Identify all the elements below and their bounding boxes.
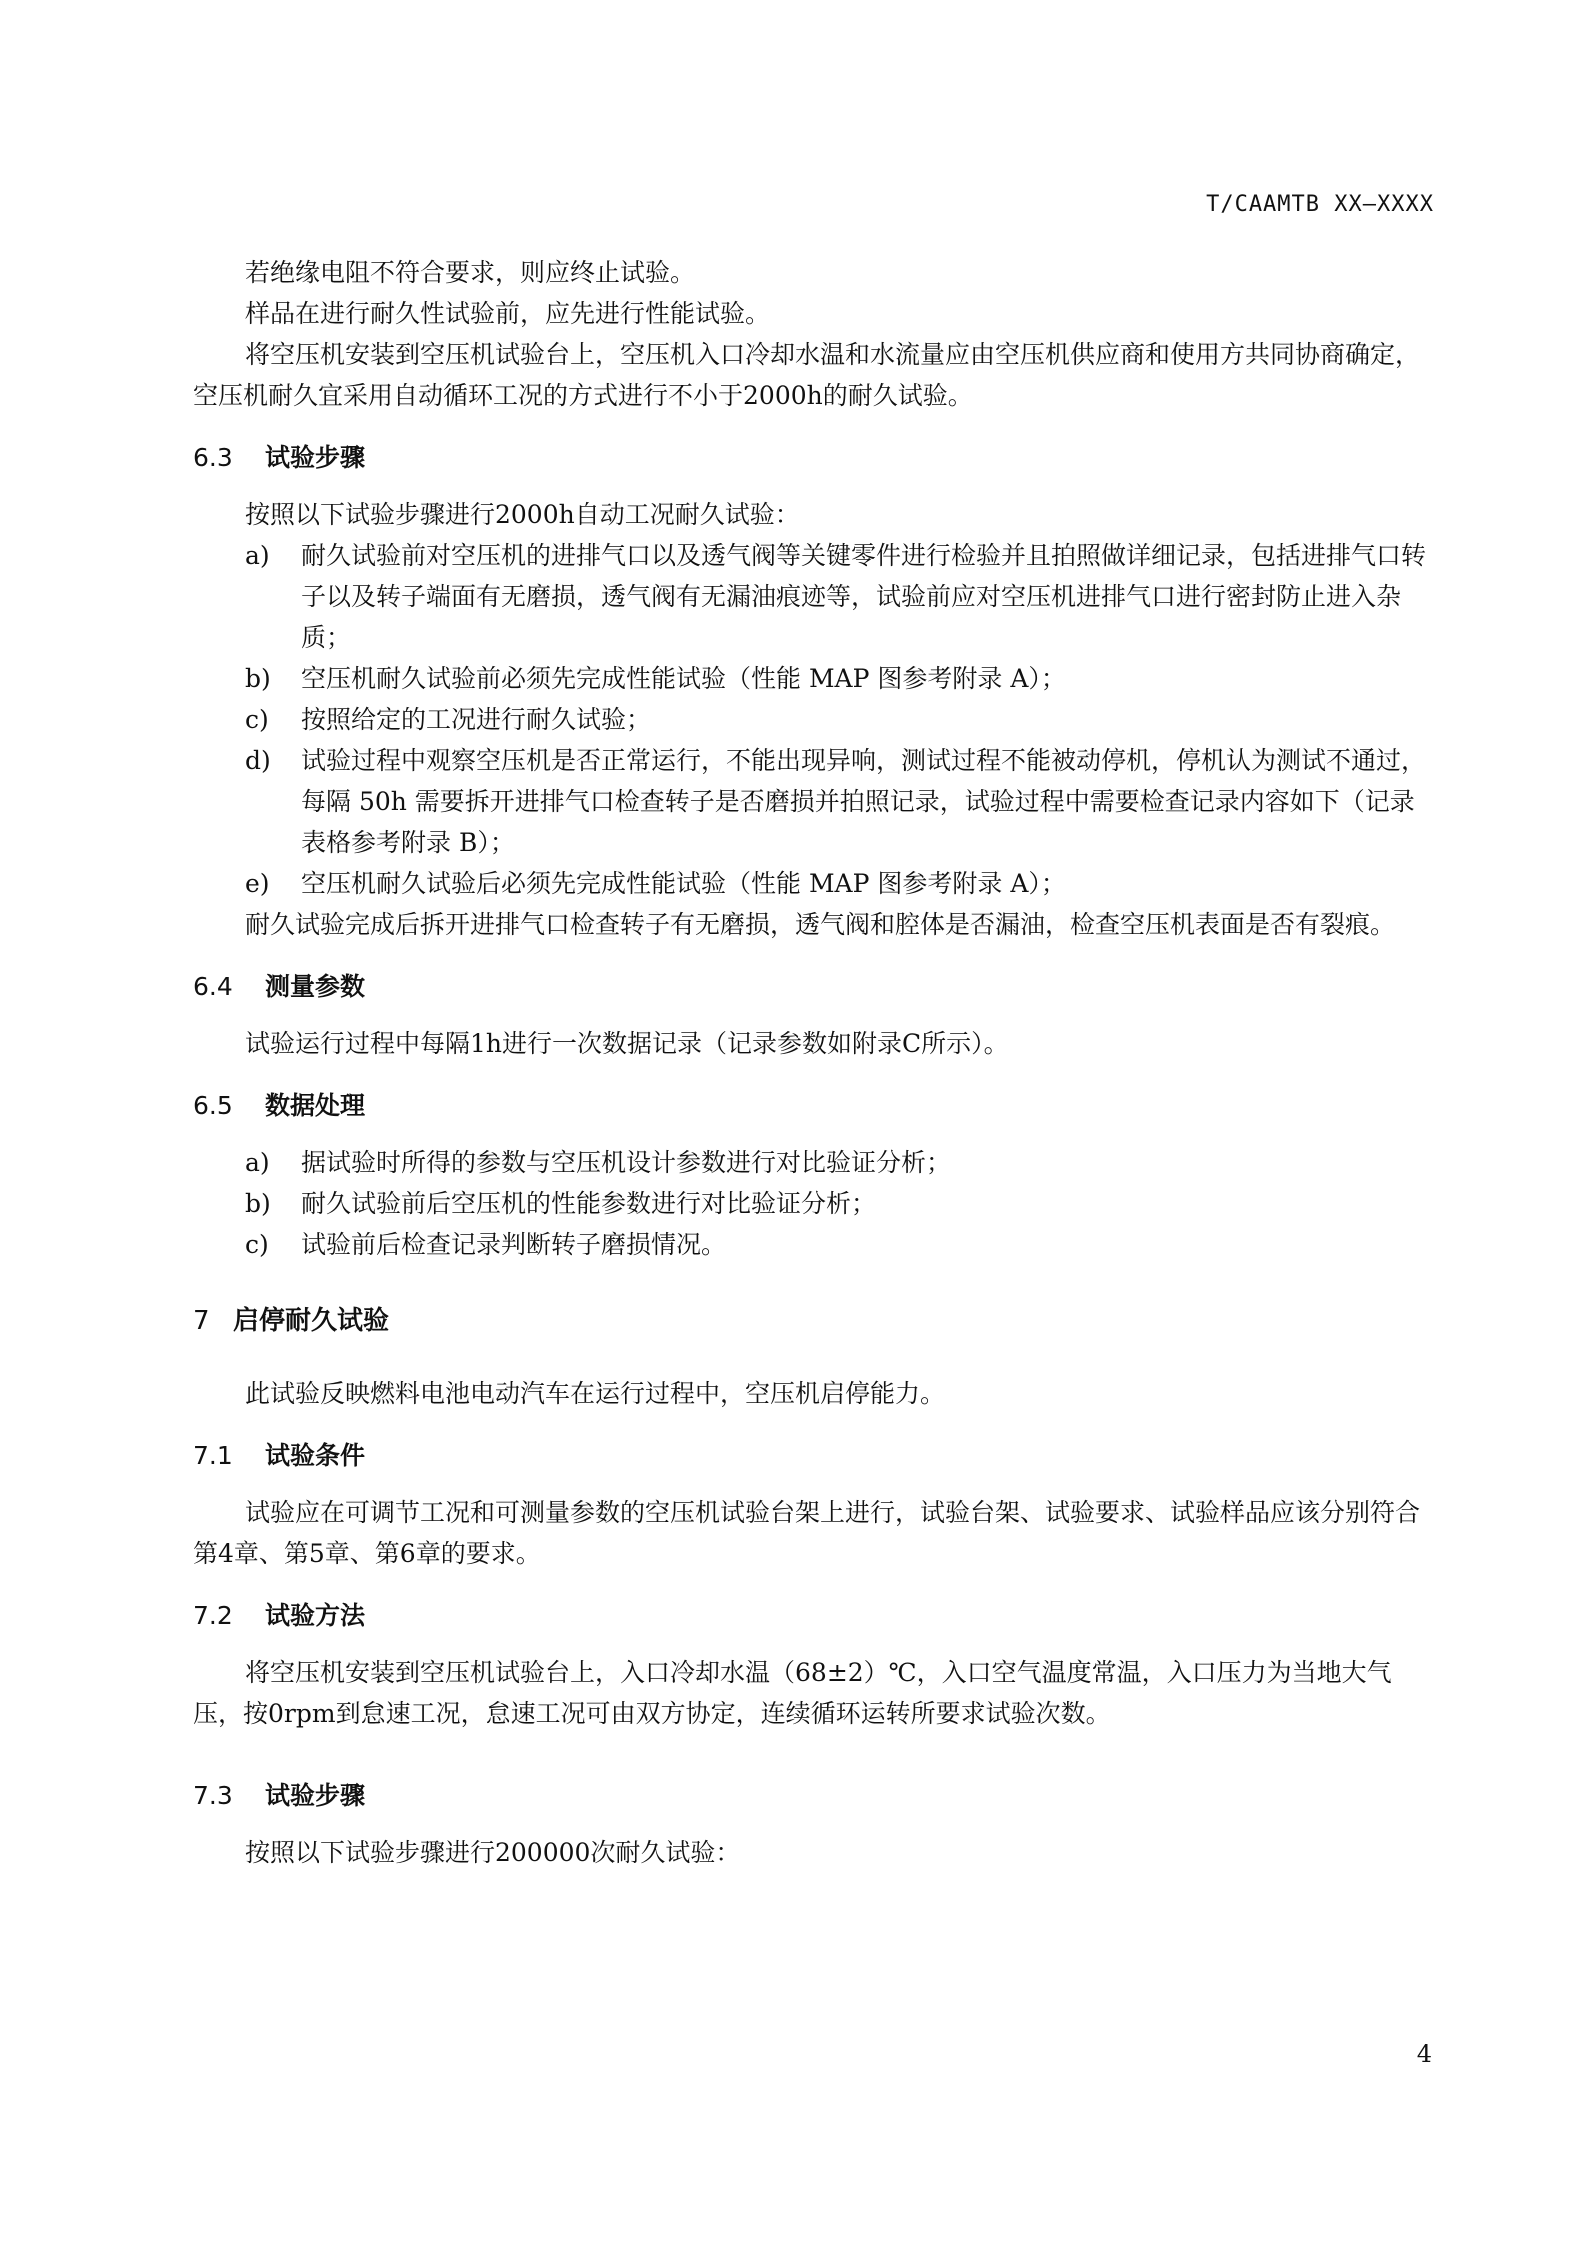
section-title: 试验条件 [265,1441,366,1470]
paragraph: 耐久试验完成后拆开进排气口检查转子有无磨损，透气阀和腔体是否漏油，检查空压机表面是否有裂痕。 [245,910,1396,939]
chapter-number: 7 [193,1306,210,1336]
list-item-text: 试验前后检查记录判断转子磨损情况。 [301,1230,727,1259]
section-heading-6-4 [193,965,1433,1009]
list-item-text: 耐久试验前对空压机的进排气口以及透气阀等关键零件进行检验并且拍照做详细记录，包括进排气口转子以及转子端面有无磨损，透气阀有无漏油痕迹等，试验前应对空压机进排气口进行密封防止进入杂质； [301,541,1427,652]
list-item [193,863,1433,904]
section-number: 6.3 [193,443,233,472]
chapter-heading-7 [193,1299,1433,1343]
list-item-text: 试验过程中观察空压机是否正常运行，不能出现异响，测试过程不能被动停机，停机认为测试不通过，每隔 50h 需要拆开进排气口检查转子是否磨损并拍照记录，试验过程中需要检查记录内容如下（记录表格参考附录 B）； [301,746,1427,857]
page-content [193,252,1433,1873]
list-marker: b) [245,664,271,693]
list-item [193,1142,1433,1183]
section-heading-7-1 [193,1434,1433,1478]
list-item-text: 据试验时所得的参数与空压机设计参数进行对比验证分析； [301,1148,952,1177]
paragraph: 若绝缘电阻不符合要求，则应终止试验。 [245,258,696,287]
section-number: 7.1 [193,1441,233,1470]
paragraph: 此试验反映燃料电池电动汽车在运行过程中，空压机启停能力。 [245,1379,946,1408]
document-code-header: T/CAAMTB XX—XXXX [1206,192,1434,217]
section-number: 7.2 [193,1601,233,1630]
section-title: 试验步骤 [265,443,366,472]
paragraph: 将空压机安装到空压机试验台上，空压机入口冷却水温和水流量应由空压机供应商和使用方共同协商确定，空压机耐久宜采用自动循环工况的方式进行不小于2000h的耐久试验。 [193,340,1421,410]
paragraph: 试验应在可调节工况和可测量参数的空压机试验台架上进行，试验台架、试验要求、试验样品应该分别符合第4章、第5章、第6章的要求。 [193,1498,1421,1568]
list-item [193,699,1433,740]
list-item [193,740,1433,863]
list-item-text: 耐久试验前后空压机的性能参数进行对比验证分析； [301,1189,877,1218]
chapter-title: 启停耐久试验 [233,1306,390,1336]
section-title: 测量参数 [265,972,366,1001]
paragraph: 按照以下试验步骤进行200000次耐久试验： [245,1838,741,1867]
section-number: 7.3 [193,1781,233,1810]
list-item [193,658,1433,699]
list-item-text: 空压机耐久试验后必须先完成性能试验（性能 MAP 图参考附录 A）； [301,869,1066,898]
list-item [193,535,1433,658]
list-item [193,1224,1433,1265]
paragraph: 试验运行过程中每隔1h进行一次数据记录（记录参数如附录C所示）。 [245,1029,1009,1058]
list-marker: d) [245,746,271,775]
section-heading-6-5 [193,1084,1433,1128]
section-number: 6.5 [193,1091,233,1120]
list-marker: c) [245,705,269,734]
paragraph: 将空压机安装到空压机试验台上，入口冷却水温（68±2）℃，入口空气温度常温，入口压力为当地大气压，按0rpm到怠速工况，怠速工况可由双方协定，连续循环运转所要求试验次数。 [193,1658,1392,1728]
paragraph: 样品在进行耐久性试验前，应先进行性能试验。 [245,299,771,328]
section-title: 试验方法 [265,1601,366,1630]
list-item-text: 空压机耐久试验前必须先完成性能试验（性能 MAP 图参考附录 A）； [301,664,1066,693]
section-number: 6.4 [193,972,233,1001]
list-marker: a) [245,1148,270,1177]
list-item [193,1183,1433,1224]
list-item-text: 按照给定的工况进行耐久试验； [301,705,652,734]
section-heading-7-2 [193,1594,1433,1638]
section-heading-7-3 [193,1774,1433,1818]
list-marker: c) [245,1230,269,1259]
section-title: 试验步骤 [265,1781,366,1810]
section-heading-6-3 [193,436,1433,480]
list-marker: e) [245,869,270,898]
section-title: 数据处理 [265,1091,366,1120]
paragraph: 按照以下试验步骤进行2000h自动工况耐久试验： [245,500,800,529]
list-marker: b) [245,1189,271,1218]
page-number: 4 [1416,2040,1432,2068]
list-marker: a) [245,541,270,570]
